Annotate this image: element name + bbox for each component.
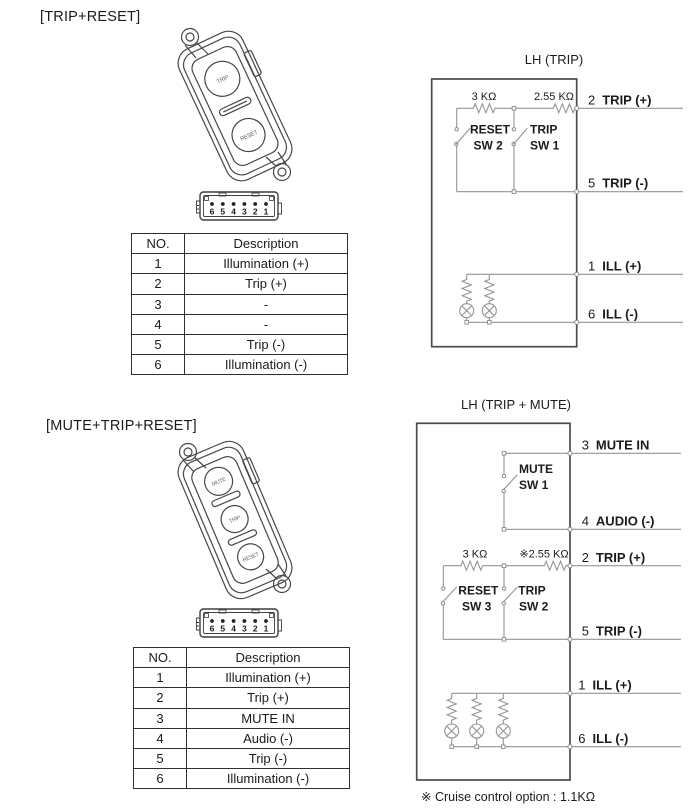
table-row: [134, 668, 350, 688]
connector-1: [195, 189, 283, 223]
terminal-label-mute-in: 3 MUTE IN: [581, 437, 650, 453]
mute-trip-reset-switch-illustration: [160, 438, 305, 610]
cruise-control-note: ※ Cruise control option : 1.1KΩ: [421, 790, 596, 804]
connector-1-pins: [210, 202, 269, 216]
mute-button-label: MUTE: [211, 476, 227, 488]
pin-no: 1: [132, 254, 185, 274]
pin-number: 5: [220, 623, 226, 634]
terminal-label-ill-plus: 1 ILL (+): [578, 677, 632, 693]
terminal-label-trip-minus: 5 TRIP (-): [581, 623, 642, 639]
pin-desc: Illumination (-): [185, 355, 348, 375]
connector-2-pins: [210, 619, 269, 633]
reset-button-label: RESET: [242, 551, 260, 564]
trip-switch-label: TRIP: [530, 122, 558, 137]
col-header-description: Description: [185, 234, 348, 254]
pin-no: 2: [134, 688, 187, 708]
pin-desc: MUTE IN: [187, 708, 350, 728]
pin-desc: -: [185, 314, 348, 334]
table-row: [132, 314, 348, 334]
table-row: [134, 688, 350, 708]
table-row: [134, 748, 350, 768]
circuit-lh-trip: [420, 50, 690, 350]
resistor-1-value: 3 KΩ: [471, 91, 497, 103]
pin-desc: Trip (+): [185, 274, 348, 294]
pin-no: 3: [132, 294, 185, 314]
reset-switch-label: RESET: [470, 122, 511, 137]
pin-no: 3: [134, 708, 187, 728]
col-header-description: Description: [187, 648, 350, 668]
section1-title: [TRIP+RESET]: [40, 9, 141, 25]
terminal-5: [568, 637, 572, 641]
trip-button-label: TRIP: [216, 74, 230, 86]
resistor-2-value: ※2.55 KΩ: [519, 548, 569, 561]
pin-number: 2: [252, 206, 258, 217]
reset-button-label: RESET: [239, 129, 259, 143]
pin-table-1: [131, 233, 348, 375]
mute-switch-number: SW 1: [519, 478, 549, 492]
illumination-branch: [472, 693, 481, 746]
trip-button-label: TRIP: [228, 515, 242, 525]
reset-switch-symbol: [456, 108, 470, 191]
reset-switch-number: SW 2: [473, 138, 503, 153]
circuit-title: LH (TRIP): [524, 52, 584, 67]
table-row: [132, 294, 348, 314]
pin-desc: Illumination (-): [187, 769, 350, 789]
resistor-2-value: 2.55 KΩ: [533, 91, 575, 103]
trip-reset-switch-illustration: [160, 22, 305, 197]
circuit-title: LH (TRIP + MUTE): [461, 397, 571, 412]
section2-title: [MUTE+TRIP+RESET]: [46, 418, 197, 434]
pin-number: 4: [231, 206, 236, 217]
pin-no: 5: [132, 334, 185, 354]
pin-number: 2: [252, 623, 258, 634]
col-header-no: NO.: [132, 234, 185, 254]
circuit-lh-trip-mute: [405, 395, 695, 807]
terminal-6: [568, 745, 572, 749]
circuit-box: [432, 79, 577, 347]
terminal-1: [568, 691, 572, 695]
pin-number: 6: [209, 206, 215, 217]
terminal-1: [575, 272, 579, 276]
terminal-3: [568, 451, 572, 455]
pin-no: 5: [134, 748, 187, 768]
terminal-label-ill-minus: 6 ILL (-): [588, 306, 639, 322]
reset-switch-label: RESET: [458, 583, 499, 598]
terminal-4: [568, 527, 572, 531]
pin-number: 1: [263, 623, 269, 634]
trip-switch-number: SW 2: [519, 599, 549, 614]
illumination-branch: [485, 274, 494, 322]
pin-number: 3: [242, 206, 247, 217]
terminal-5: [575, 190, 579, 194]
table-header-row: [134, 648, 350, 668]
terminal-6: [575, 320, 579, 324]
pin-no: 1: [134, 668, 187, 688]
pin-no: 2: [132, 274, 185, 294]
table-row: [134, 769, 350, 789]
resistor-network: [443, 561, 570, 570]
table-row: [134, 728, 350, 748]
trip-switch-number: SW 1: [530, 138, 560, 153]
resistor-1-value: 3 KΩ: [462, 548, 488, 561]
terminal-label-ill-plus: 1 ILL (+): [588, 258, 642, 274]
table-row: [132, 274, 348, 294]
pin-number: 3: [242, 623, 247, 634]
pin-no: 6: [132, 355, 185, 375]
terminal-label-ill-minus: 6 ILL (-): [578, 731, 629, 746]
terminal-2: [575, 106, 579, 110]
pin-number: 5: [220, 206, 226, 217]
pin-number: 4: [231, 623, 236, 634]
connector-2: [195, 606, 283, 640]
mount-lug-top: [182, 29, 199, 46]
pin-no: 6: [134, 769, 187, 789]
pin-number: 6: [209, 623, 215, 634]
pin-no: 4: [132, 314, 185, 334]
reset-switch-number: SW 3: [462, 599, 492, 614]
terminal-2: [568, 564, 572, 568]
illumination-branch: [462, 274, 471, 322]
table-row: [134, 708, 350, 728]
pin-desc: Trip (+): [187, 688, 350, 708]
pin-desc: -: [185, 294, 348, 314]
pin-table-2: [133, 647, 350, 789]
table-row: [132, 334, 348, 354]
pin-desc: Trip (-): [185, 334, 348, 354]
terminal-label-audio: 4 AUDIO (-): [581, 513, 655, 529]
pin-no: 4: [134, 728, 187, 748]
col-header-no: NO.: [134, 648, 187, 668]
illumination-branch: [499, 693, 508, 746]
pin-desc: Illumination (+): [187, 668, 350, 688]
table-header-row: [132, 234, 348, 254]
pin-number: 1: [263, 206, 269, 217]
trip-switch-symbol: [513, 108, 527, 191]
mute-switch-label: MUTE: [519, 462, 553, 476]
terminal-label-trip-plus: 2 TRIP (+): [581, 549, 646, 565]
table-row: [132, 355, 348, 375]
resistor-network: [457, 104, 577, 113]
pin-desc: Trip (-): [187, 748, 350, 768]
illumination-branch: [447, 693, 456, 746]
table-row: [132, 254, 348, 274]
pin-desc: Illumination (+): [185, 254, 348, 274]
terminal-label-trip-plus: 2 TRIP (+): [588, 92, 652, 108]
trip-switch-label: TRIP: [518, 583, 546, 598]
terminal-label-trip-minus: 5 TRIP (-): [588, 175, 649, 191]
pin-desc: Audio (-): [187, 728, 350, 748]
